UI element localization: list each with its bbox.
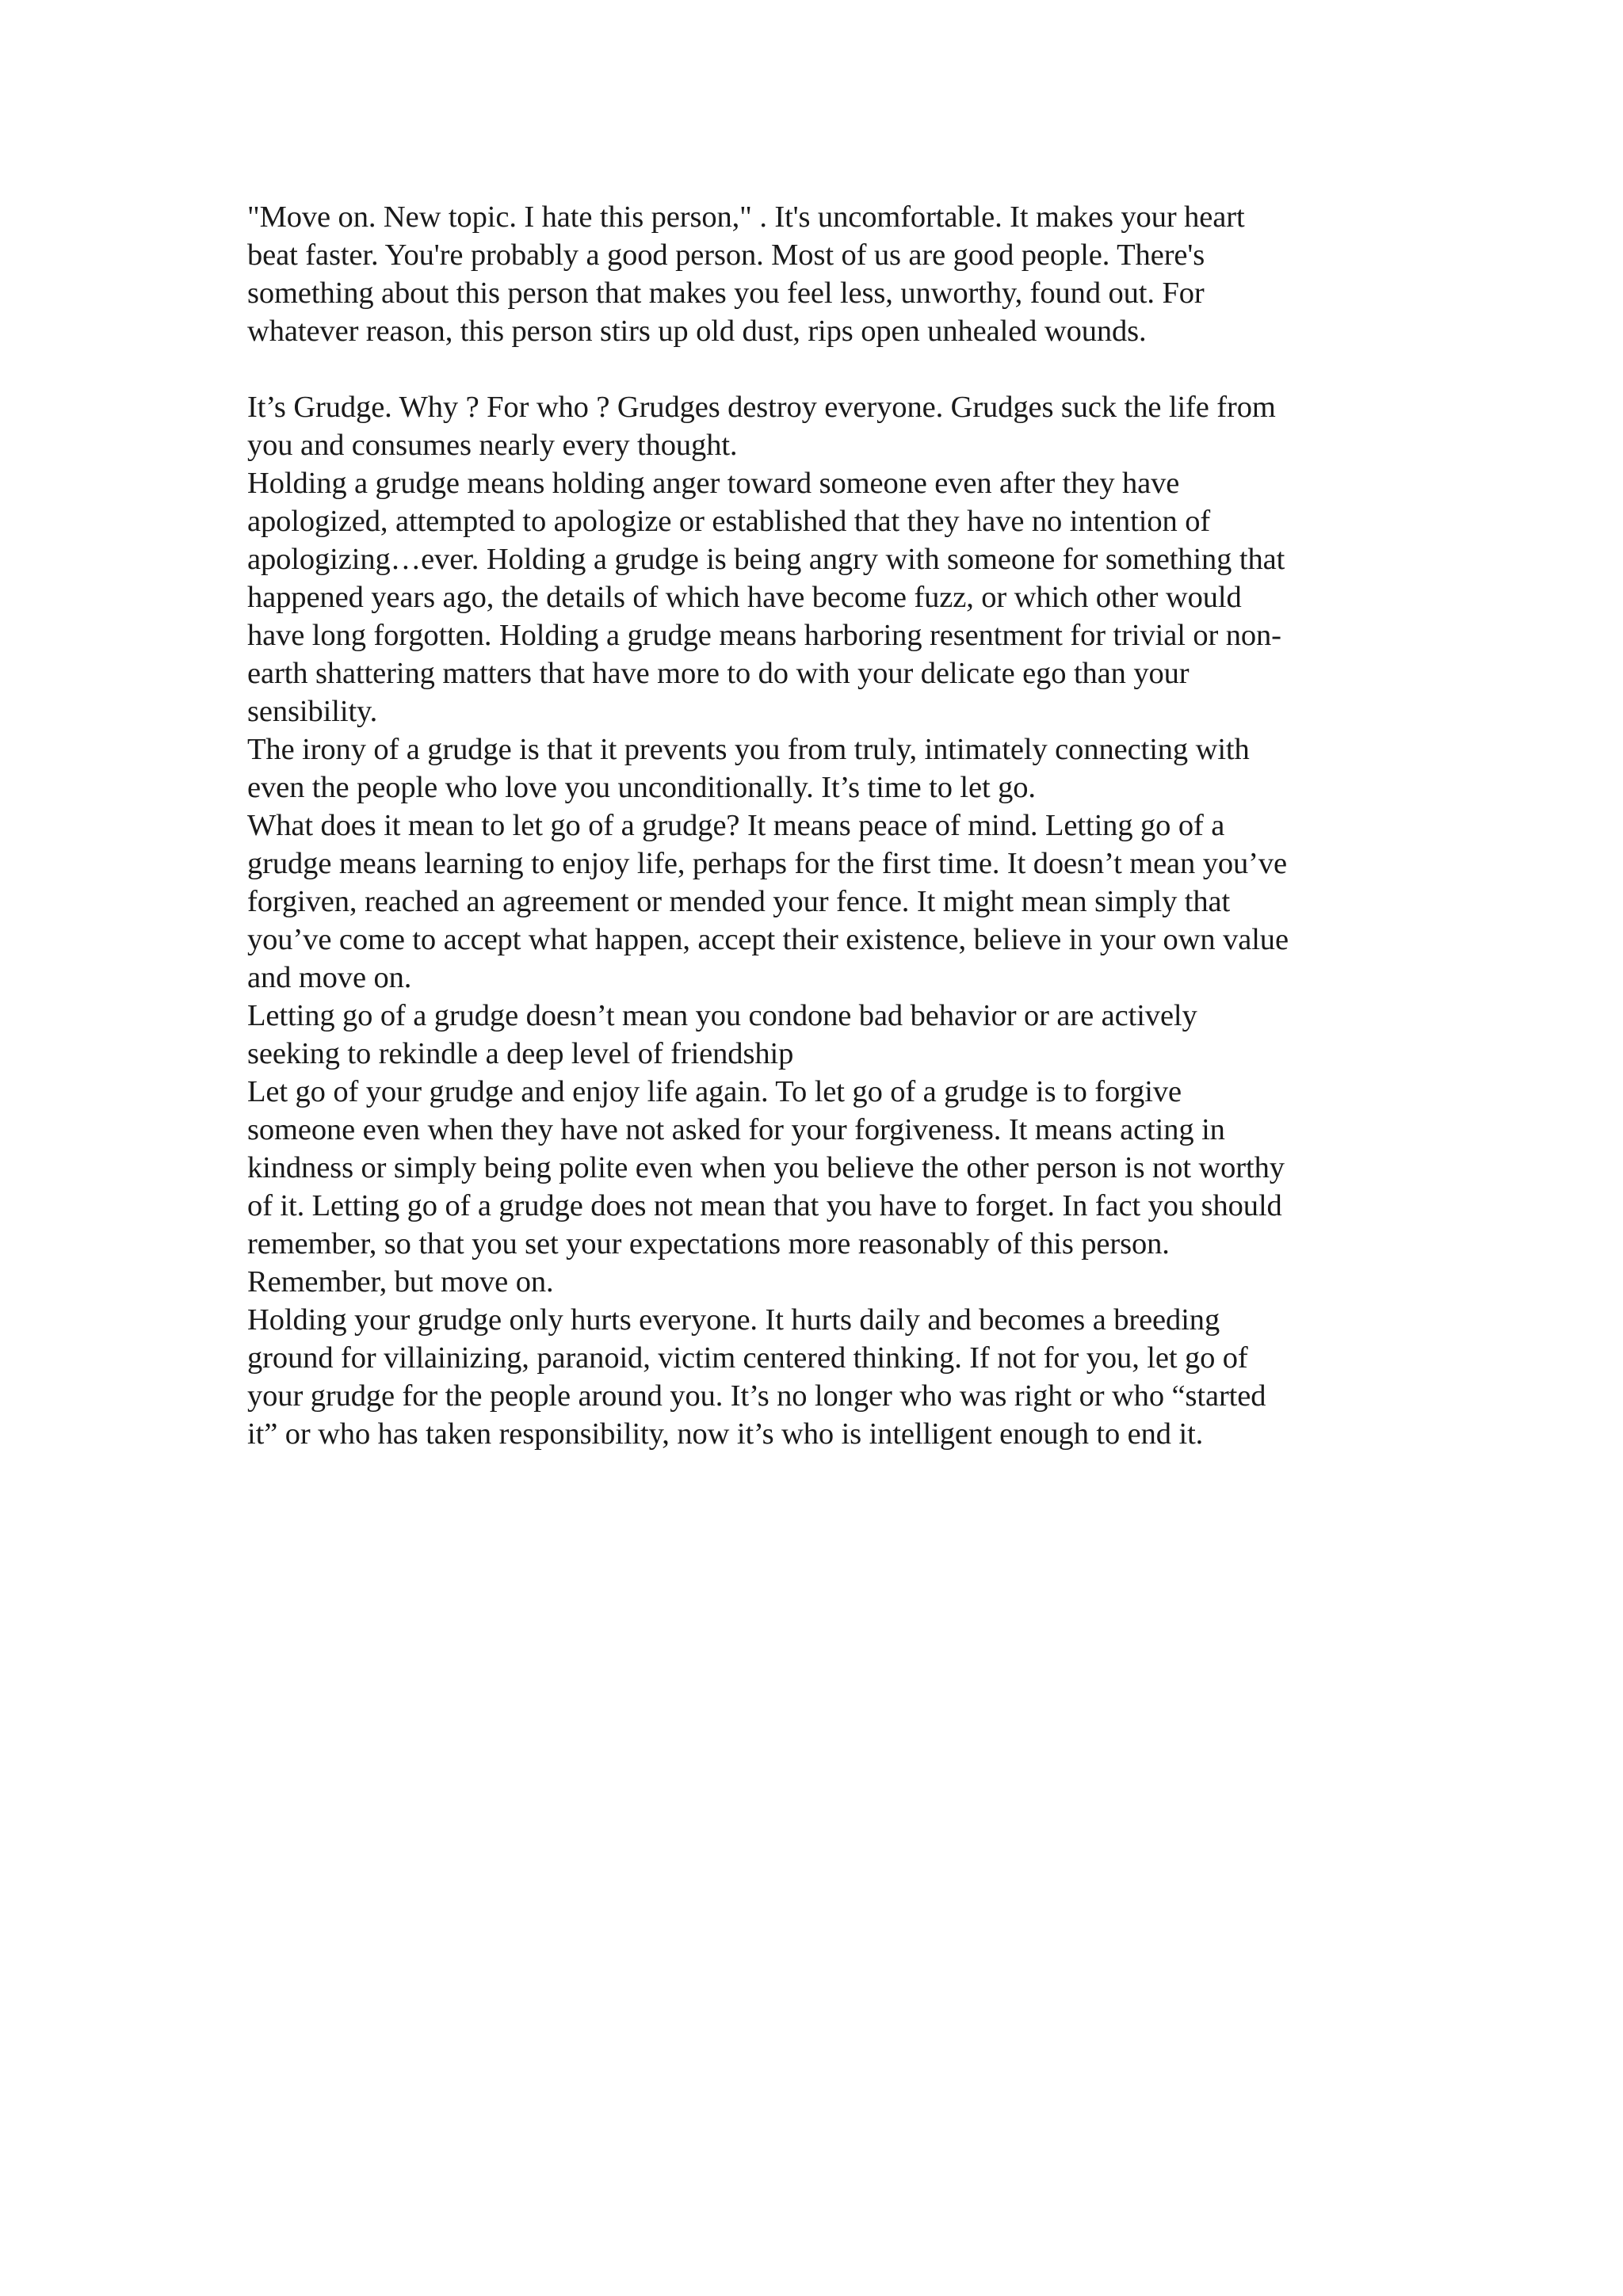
- text-line: The irony of a grudge is that it prevents you from truly, intimately connecting with: [247, 733, 1250, 766]
- text-line: Holding a grudge means holding anger toward someone even after they have: [247, 467, 1180, 500]
- text-line: It’s Grudge. Why ? For who ? Grudges destroy everyone. Grudges suck the life from: [247, 391, 1276, 424]
- text-line: apologizing…ever. Holding a grudge is being angry with someone for something that: [247, 543, 1285, 576]
- text-line: forgiven, reached an agreement or mended your fence. It might mean simply that: [247, 885, 1231, 918]
- text-line: even the people who love you unconditionally. It’s time to let go.: [247, 771, 1036, 804]
- text-line: whatever reason, this person stirs up old dust, rips open unhealed wounds.: [247, 315, 1147, 348]
- text-line: you and consumes nearly every thought.: [247, 429, 738, 462]
- text-line: beat faster. You're probably a good person. Most of us are good people. There's: [247, 238, 1205, 272]
- text-line: Letting go of a grudge doesn’t mean you condone bad behavior or are actively: [247, 999, 1197, 1032]
- text-line: happened years ago, the details of which have become fuzz, or which other would: [247, 581, 1242, 614]
- text-line: earth shattering matters that have more to do with your delicate ego than your: [247, 657, 1190, 690]
- text-line: you’ve come to accept what happen, accept their existence, believe in your own value: [247, 923, 1289, 956]
- text-line: kindness or simply being polite even when you believe the other person is not worthy: [247, 1151, 1285, 1184]
- text-line: it” or who has taken responsibility, now it’s who is intelligent enough to end it.: [247, 1417, 1204, 1451]
- text-line: something about this person that makes you feel less, unworthy, found out. For: [247, 277, 1205, 310]
- document-body: [247, 198, 1388, 1453]
- text-line: ground for villainizing, paranoid, victim centered thinking. If not for you, let go of: [247, 1341, 1248, 1375]
- text-line: your grudge for the people around you. It’s no longer who was right or who “started: [247, 1379, 1266, 1413]
- text-line: Remember, but move on.: [247, 1265, 554, 1299]
- text-line: grudge means learning to enjoy life, perhaps for the first time. It doesn’t mean you’ve: [247, 847, 1288, 880]
- text-line: apologized, attempted to apologize or established that they have no intention of: [247, 505, 1211, 538]
- text-line: someone even when they have not asked for your forgiveness. It means acting in: [247, 1113, 1225, 1146]
- text-line: of it. Letting go of a grudge does not mean that you have to forget. In fact you should: [247, 1189, 1282, 1222]
- text-line: have long forgotten. Holding a grudge means harboring resentment for trivial or non-: [247, 619, 1281, 652]
- text-line: Let go of your grudge and enjoy life again. To let go of a grudge is to forgive: [247, 1075, 1182, 1108]
- text-line: Holding your grudge only hurts everyone. It hurts daily and becomes a breeding: [247, 1303, 1220, 1337]
- paragraph-gap: [247, 350, 1388, 388]
- text-line: remember, so that you set your expectations more reasonably of this person.: [247, 1227, 1170, 1261]
- text-line: "Move on. New topic. I hate this person," . It's uncomfortable. It makes your heart: [247, 200, 1245, 234]
- text-line: What does it mean to let go of a grudge? It means peace of mind. Letting go of a: [247, 809, 1225, 842]
- text-line: and move on.: [247, 961, 412, 994]
- text-line: seeking to rekindle a deep level of friendship: [247, 1037, 794, 1070]
- text-line: sensibility.: [247, 695, 378, 728]
